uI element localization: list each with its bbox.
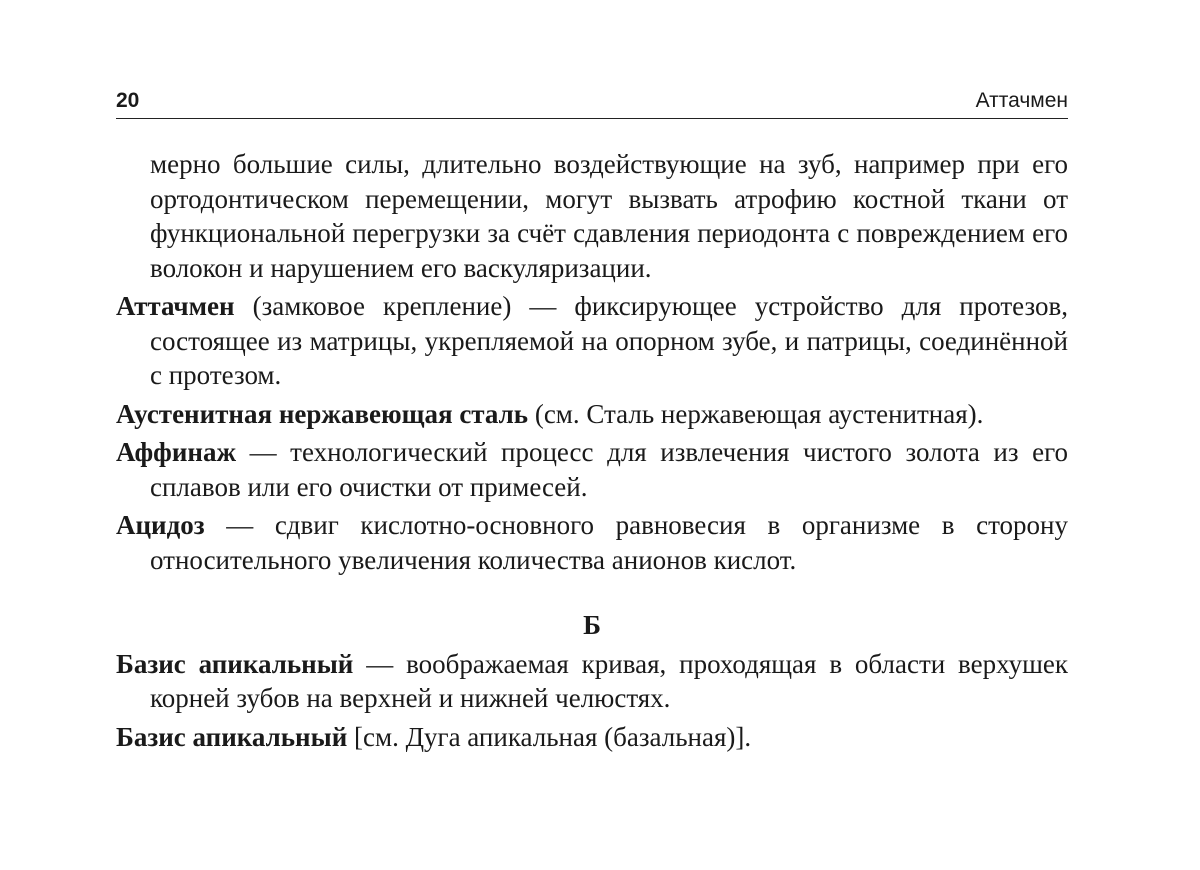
dictionary-entry-apical-base <box>116 647 1068 716</box>
dictionary-entry-acidosis <box>116 508 1068 577</box>
entry-definition: (см. Сталь нержавеющая аустенитная). <box>528 398 984 429</box>
entry-term: Базис апикальный <box>116 721 348 752</box>
dictionary-entry-affinage <box>116 435 1068 504</box>
dictionary-entry-attachmen <box>116 289 1068 393</box>
dictionary-page <box>116 88 1068 758</box>
entry-definition: — сдвиг кислотно-основного равновесия в организме в сторону относительного увеличения количества анионов кислот. <box>150 510 1068 575</box>
entry-definition: — воображаемая кривая, проходящая в области верхушек корней зубов на верхней и нижней челюстях. <box>150 648 1068 713</box>
section-letter-heading: Б <box>583 610 601 640</box>
page-number: 20 <box>116 89 140 112</box>
entry-term: Аффинаж <box>116 437 237 467</box>
entry-definition: (замковое крепление) — фиксирующее устройство для протезов, состоящее из матрицы, укрепляемой на опорном зубе, и патрицы, соединённой с протезом. <box>150 291 1068 390</box>
entry-term: Базис апикальный <box>116 648 354 679</box>
entry-term: Аттачмен <box>116 291 235 321</box>
dictionary-entry-austenitic-steel <box>116 397 1068 432</box>
dictionary-entry-apical-base-reference <box>116 720 1068 755</box>
page-body <box>116 147 1068 754</box>
entry-term: Аустенитная нержавеющая сталь <box>116 398 529 429</box>
entry-definition: [см. Дуга апикальная (базальная)]. <box>347 721 752 752</box>
entry-definition: — технологический процесс для извлечения чистого золота из его сплавов или его очистки от примесей. <box>150 437 1068 502</box>
running-header <box>116 88 1068 119</box>
running-title: Аттачмен <box>975 89 1068 112</box>
entry-term: Ацидоз <box>116 510 205 540</box>
continued-paragraph: мерно большие силы, длительно воздействующие на зуб, например при его ортодонтическом перемещении, могут вызвать атрофию костной ткани от функциональной перегрузки за счёт сдавления периодонта с повреждением его волокон и нарушением его васкуляризации. <box>150 149 1068 283</box>
